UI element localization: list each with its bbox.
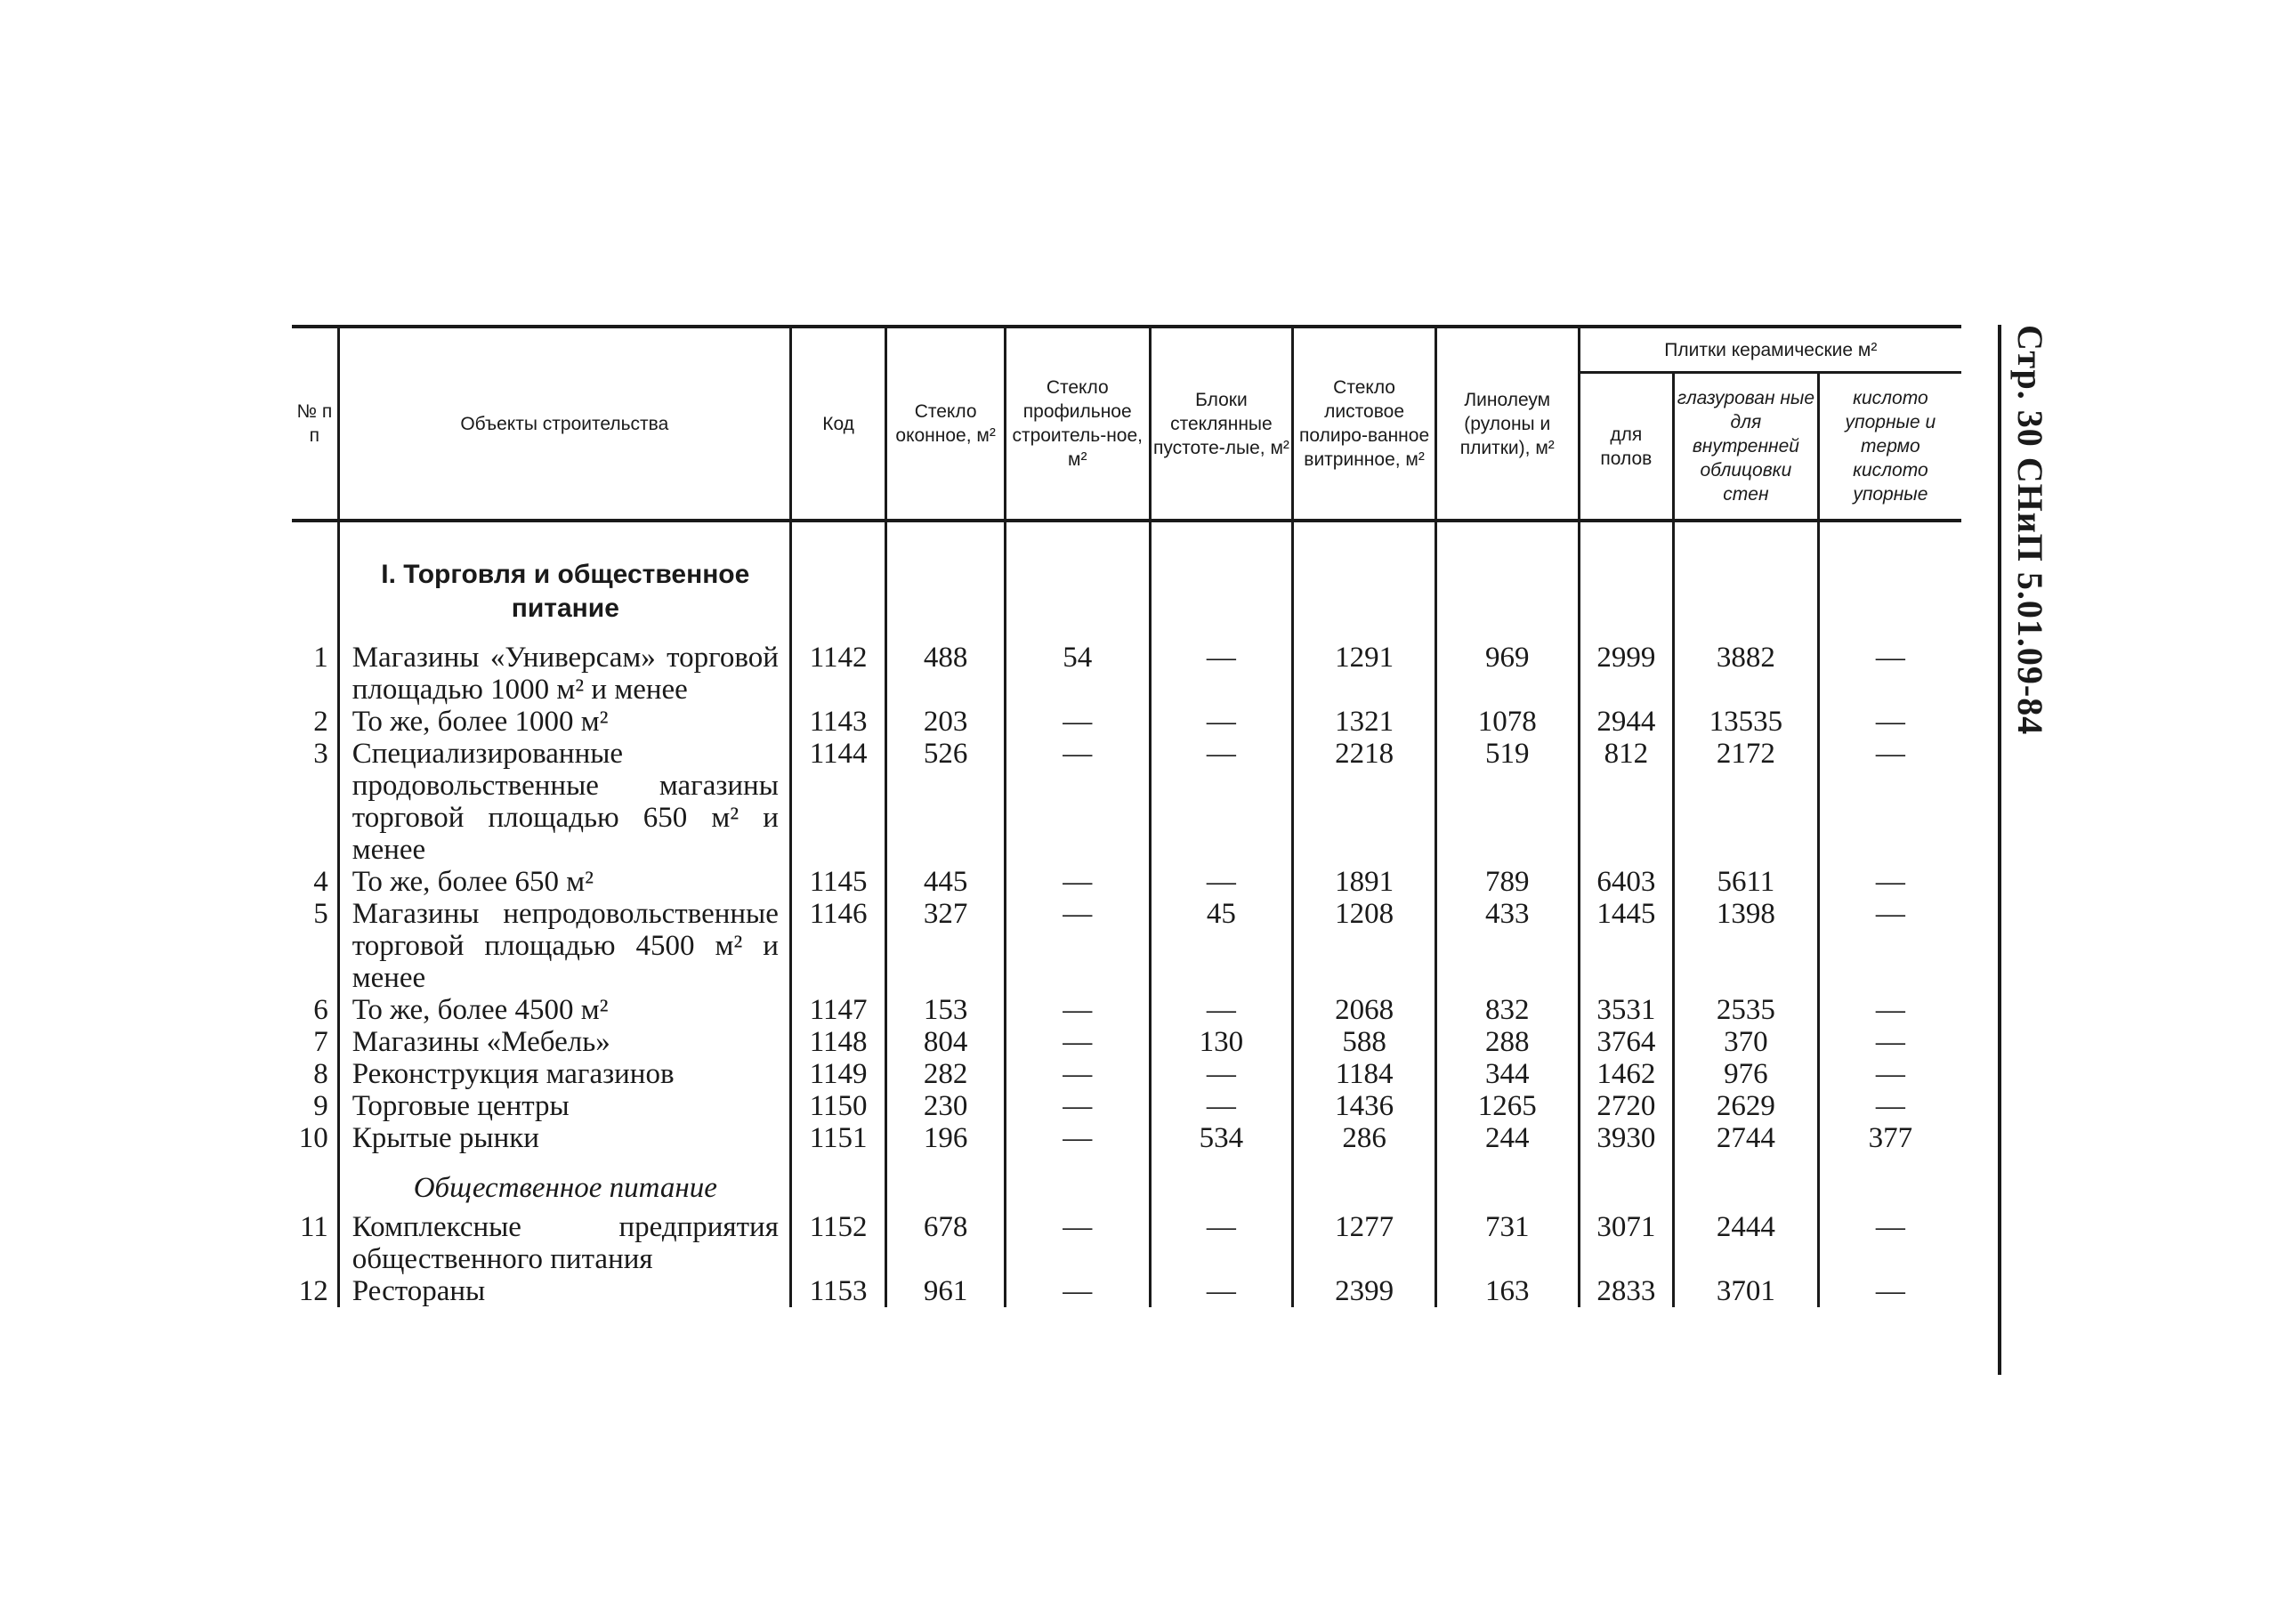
spacer-cell (1579, 521, 1673, 553)
empty-cell (886, 553, 1006, 642)
value-glass-blocks: — (1150, 1275, 1293, 1307)
value-glass-polished: 286 (1293, 1122, 1436, 1154)
value-code: 1149 (790, 1058, 885, 1090)
empty-cell (790, 1154, 885, 1211)
value-glass-blocks: — (1150, 738, 1293, 866)
header-num: № п п (292, 327, 338, 521)
value-tiles-acid: — (1818, 1026, 1961, 1058)
empty-cell (1293, 553, 1436, 642)
value-linoleum: 163 (1435, 1275, 1579, 1307)
value-code: 1143 (790, 706, 885, 738)
value-code: 1146 (790, 898, 885, 994)
value-linoleum: 969 (1435, 642, 1579, 706)
value-tiles-acid: — (1818, 866, 1961, 898)
value-tiles-floor: 6403 (1579, 866, 1673, 898)
value-tiles-wall: 3701 (1674, 1275, 1819, 1307)
empty-cell (1435, 1154, 1579, 1211)
value-glass-window: 526 (886, 738, 1006, 866)
value-tiles-floor: 2944 (1579, 706, 1673, 738)
row-number: 4 (313, 866, 328, 898)
value-glass-blocks: — (1150, 866, 1293, 898)
spacer-cell (292, 521, 338, 553)
object-name: То же, более 1000 м² (338, 706, 790, 738)
row-number: 6 (313, 994, 328, 1026)
table-row (292, 738, 1961, 866)
value-glass-blocks: 130 (1150, 1026, 1293, 1058)
value-glass-profile: 54 (1005, 642, 1150, 706)
object-name: Торговые центры (338, 1090, 790, 1122)
table-row (292, 706, 1961, 738)
spacer-cell (1005, 521, 1150, 553)
table-row (292, 898, 1961, 994)
side-rule (1998, 325, 2001, 1375)
value-glass-profile: — (1005, 738, 1150, 866)
value-tiles-wall: 2744 (1674, 1122, 1819, 1154)
value-tiles-acid: — (1818, 706, 1961, 738)
value-glass-window: 153 (886, 994, 1006, 1026)
value-glass-window: 445 (886, 866, 1006, 898)
value-glass-profile: — (1005, 866, 1150, 898)
empty-cell (1579, 1154, 1673, 1211)
object-name: Специализированные продовольственные магазины торговой площадью 650 м² и менее (338, 738, 790, 866)
value-glass-profile: — (1005, 1275, 1150, 1307)
value-glass-window: 678 (886, 1211, 1006, 1275)
value-glass-window: 961 (886, 1275, 1006, 1307)
value-glass-profile: — (1005, 706, 1150, 738)
value-tiles-wall: 2444 (1674, 1211, 1819, 1275)
value-tiles-wall: 13535 (1674, 706, 1819, 738)
value-glass-profile: — (1005, 1090, 1150, 1122)
value-code: 1148 (790, 1026, 885, 1058)
value-glass-polished: 2068 (1293, 994, 1436, 1026)
row-number: 8 (313, 1058, 328, 1090)
value-tiles-floor: 3930 (1579, 1122, 1673, 1154)
value-tiles-floor: 812 (1579, 738, 1673, 866)
value-code: 1153 (790, 1275, 885, 1307)
value-glass-window: 230 (886, 1090, 1006, 1122)
header-tiles-floor: для полов (1579, 373, 1673, 521)
spacer-cell (1674, 521, 1819, 553)
value-code: 1150 (790, 1090, 885, 1122)
spacer-cell (886, 521, 1006, 553)
table-row (292, 1090, 1961, 1122)
value-tiles-wall: 2629 (1674, 1090, 1819, 1122)
value-tiles-acid: — (1818, 642, 1961, 706)
row-number: 11 (299, 1211, 328, 1243)
section-heading-row (292, 553, 1961, 642)
row-number: 10 (298, 1122, 328, 1154)
header-linoleum: Линолеум (рулоны и плитки), м² (1435, 327, 1579, 521)
value-tiles-acid: — (1818, 1211, 1961, 1275)
object-name: Реконструкция магазинов (338, 1058, 790, 1090)
value-glass-blocks: — (1150, 706, 1293, 738)
empty-cell (886, 1154, 1006, 1211)
value-tiles-acid: — (1818, 738, 1961, 866)
spacer-cell (790, 521, 885, 553)
value-glass-profile: — (1005, 1026, 1150, 1058)
spacer-cell (338, 521, 790, 553)
value-tiles-wall: 370 (1674, 1026, 1819, 1058)
object-name: Магазины «Мебель» (338, 1026, 790, 1058)
value-glass-window: 488 (886, 642, 1006, 706)
section-title: Общественное питание (338, 1154, 790, 1211)
value-tiles-floor: 3531 (1579, 994, 1673, 1026)
empty-cell (1150, 1154, 1293, 1211)
value-tiles-floor: 1462 (1579, 1058, 1673, 1090)
table-row (292, 1211, 1961, 1275)
header-glass-blocks: Блоки стеклянные пустоте-лые, м² (1150, 327, 1293, 521)
value-code: 1152 (790, 1211, 885, 1275)
object-name: Магазины «Универсам» торговой площадью 1000 м² и менее (338, 642, 790, 706)
empty-cell (1435, 553, 1579, 642)
object-name: То же, более 650 м² (338, 866, 790, 898)
value-glass-window: 196 (886, 1122, 1006, 1154)
value-glass-polished: 1436 (1293, 1090, 1436, 1122)
empty-cell (1293, 1154, 1436, 1211)
section-title: I. Торговля и общественное питание (338, 553, 790, 642)
value-tiles-floor: 1445 (1579, 898, 1673, 994)
empty-cell (1005, 1154, 1150, 1211)
spacer-cell (1818, 521, 1961, 553)
spacer-cell (1150, 521, 1293, 553)
object-name: Комплексные предприятия общественного питания (338, 1211, 790, 1275)
value-tiles-floor: 2720 (1579, 1090, 1673, 1122)
value-tiles-wall: 2535 (1674, 994, 1819, 1026)
object-name: То же, более 4500 м² (338, 994, 790, 1026)
value-tiles-acid: — (1818, 1275, 1961, 1307)
row-number: 3 (313, 738, 328, 770)
header-object: Объекты строительства (338, 327, 790, 521)
value-linoleum: 433 (1435, 898, 1579, 994)
value-glass-window: 282 (886, 1058, 1006, 1090)
value-tiles-acid: — (1818, 1058, 1961, 1090)
value-linoleum: 789 (1435, 866, 1579, 898)
value-tiles-floor: 3764 (1579, 1026, 1673, 1058)
value-glass-polished: 1891 (1293, 866, 1436, 898)
table-row (292, 1026, 1961, 1058)
value-tiles-floor: 3071 (1579, 1211, 1673, 1275)
value-tiles-acid: 377 (1818, 1122, 1961, 1154)
table-row (292, 642, 1961, 706)
spacer-cell (1293, 521, 1436, 553)
value-code: 1144 (790, 738, 885, 866)
header-glass-profile: Стекло профильное строитель-ное, м² (1005, 327, 1150, 521)
value-glass-profile: — (1005, 1122, 1150, 1154)
value-glass-polished: 2218 (1293, 738, 1436, 866)
row-number: 2 (313, 706, 328, 738)
value-glass-blocks: — (1150, 1090, 1293, 1122)
table-row (292, 866, 1961, 898)
header-tiles-acid: кислото упорные и термо кислото упорные (1818, 373, 1961, 521)
empty-cell (1674, 1154, 1819, 1211)
value-tiles-wall: 1398 (1674, 898, 1819, 994)
value-glass-blocks: 534 (1150, 1122, 1293, 1154)
value-code: 1151 (790, 1122, 885, 1154)
empty-cell (1818, 1154, 1961, 1211)
materials-table (292, 325, 1961, 1307)
value-linoleum: 288 (1435, 1026, 1579, 1058)
value-glass-polished: 1208 (1293, 898, 1436, 994)
value-tiles-acid: — (1818, 1090, 1961, 1122)
value-tiles-floor: 2833 (1579, 1275, 1673, 1307)
row-number: 9 (313, 1090, 328, 1122)
value-glass-blocks: — (1150, 1211, 1293, 1275)
side-header (1989, 325, 2060, 1375)
table-row (292, 1275, 1961, 1307)
value-tiles-wall: 5611 (1674, 866, 1819, 898)
table-body (292, 521, 1961, 1307)
object-name: Магазины непродовольственные торговой площадью 4500 м² и менее (338, 898, 790, 994)
value-glass-window: 804 (886, 1026, 1006, 1058)
section-heading-row (292, 1154, 1961, 1211)
header-glass-window: Стекло оконное, м² (886, 327, 1006, 521)
table-row (292, 1122, 1961, 1154)
value-code: 1142 (790, 642, 885, 706)
row-number: 12 (298, 1275, 328, 1307)
side-header-label: Стр. 30 СНиП 5.01.09-84 (2010, 325, 2050, 736)
table-row (292, 1058, 1961, 1090)
value-linoleum: 244 (1435, 1122, 1579, 1154)
header-tiles-wall: глазурован ные для внутренней облицовки стен (1674, 373, 1819, 521)
value-linoleum: 1265 (1435, 1090, 1579, 1122)
value-tiles-floor: 2999 (1579, 642, 1673, 706)
value-glass-polished: 1291 (1293, 642, 1436, 706)
value-glass-profile: — (1005, 1211, 1150, 1275)
value-glass-polished: 1184 (1293, 1058, 1436, 1090)
value-linoleum: 731 (1435, 1211, 1579, 1275)
section-num-cell (292, 1154, 338, 1211)
value-tiles-acid: — (1818, 898, 1961, 994)
value-glass-blocks: — (1150, 994, 1293, 1026)
empty-cell (1005, 553, 1150, 642)
value-glass-blocks: — (1150, 1058, 1293, 1090)
value-linoleum: 519 (1435, 738, 1579, 866)
value-tiles-wall: 976 (1674, 1058, 1819, 1090)
header-tiles-group: Плитки керамические м² (1579, 327, 1961, 373)
row-number: 5 (313, 898, 328, 930)
value-code: 1145 (790, 866, 885, 898)
value-tiles-wall: 3882 (1674, 642, 1819, 706)
value-tiles-acid: — (1818, 994, 1961, 1026)
value-glass-polished: 2399 (1293, 1275, 1436, 1307)
value-tiles-wall: 2172 (1674, 738, 1819, 866)
value-linoleum: 344 (1435, 1058, 1579, 1090)
section-num-cell (292, 553, 338, 642)
empty-cell (1674, 553, 1819, 642)
value-glass-blocks: 45 (1150, 898, 1293, 994)
value-code: 1147 (790, 994, 885, 1026)
spacer-cell (1435, 521, 1579, 553)
value-glass-window: 203 (886, 706, 1006, 738)
row-number: 1 (313, 642, 328, 674)
object-name: Крытые рынки (338, 1122, 790, 1154)
value-glass-profile: — (1005, 994, 1150, 1026)
value-glass-window: 327 (886, 898, 1006, 994)
value-glass-profile: — (1005, 898, 1150, 994)
value-glass-polished: 1277 (1293, 1211, 1436, 1275)
empty-cell (1818, 553, 1961, 642)
empty-cell (1579, 553, 1673, 642)
spacer-row (292, 521, 1961, 553)
value-glass-blocks: — (1150, 642, 1293, 706)
empty-cell (790, 553, 885, 642)
value-glass-polished: 1321 (1293, 706, 1436, 738)
value-glass-polished: 588 (1293, 1026, 1436, 1058)
header-glass-polished: Стекло листовое полиро-ванное витринное, м² (1293, 327, 1436, 521)
header-code: Код (790, 327, 885, 521)
object-name: Рестораны (338, 1275, 790, 1307)
table-row (292, 994, 1961, 1026)
empty-cell (1150, 553, 1293, 642)
value-linoleum: 832 (1435, 994, 1579, 1026)
value-glass-profile: — (1005, 1058, 1150, 1090)
row-number: 7 (313, 1026, 328, 1058)
value-linoleum: 1078 (1435, 706, 1579, 738)
